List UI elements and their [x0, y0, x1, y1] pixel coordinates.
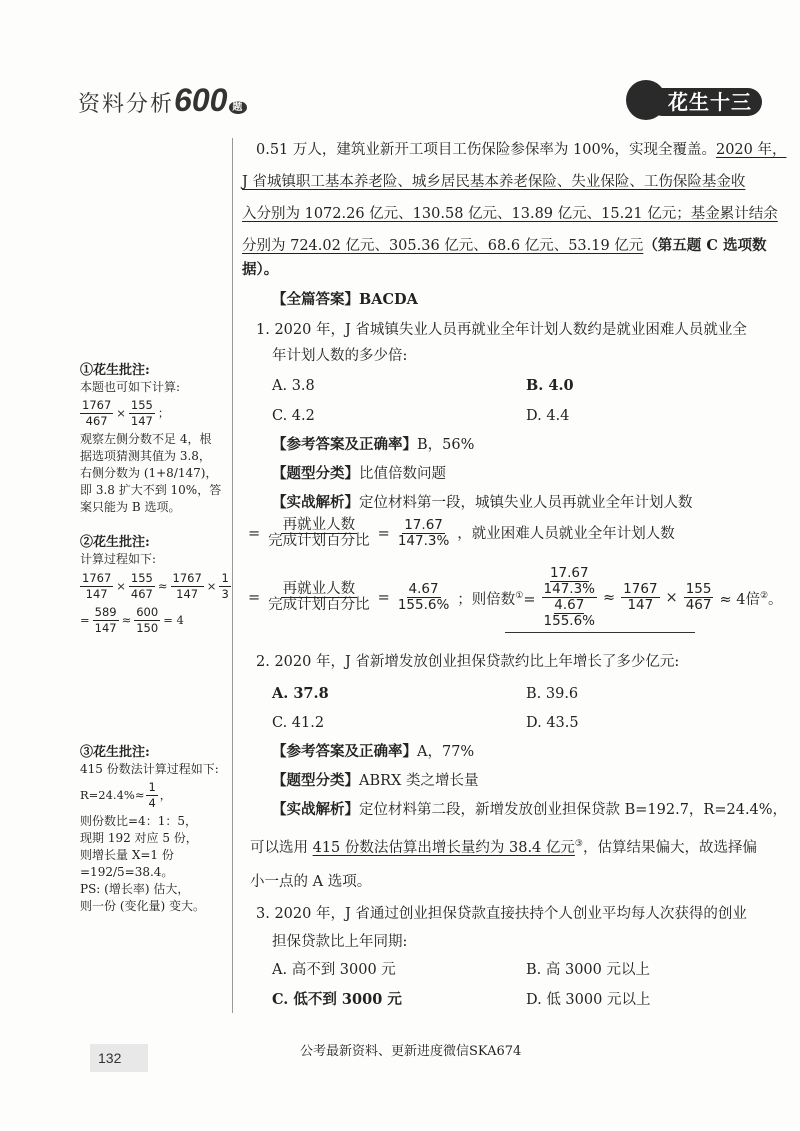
q3-option-a: A. 高不到 3000 元 [272, 962, 396, 978]
q1-type: 【题型分类】比值倍数问题 [272, 465, 446, 482]
q1-formula-line1: = 再就业人数 完成计划百分比 = $\frac{17.67}{147.3\%}$ ，就业困难人员就业全年计划人数 [248, 517, 675, 549]
paragraph-line: 0.51 万人，建筑业新开工项目工伤保险参保率为 100%，实现全覆盖。2020 年， [256, 142, 787, 158]
q1-answer: 【参考答案及正确率】B，56% [272, 436, 475, 453]
q3-option-d: D. 低 3000 元以上 [526, 992, 651, 1008]
fraction: $\frac{4.67}{155.6\%}$ [397, 581, 450, 613]
q2-option-b: B. 39.6 [526, 686, 579, 702]
q1-formula-line2: = 再就业人数 完成计划百分比 = $\frac{4.67}{155.6\%}$ ；则倍数①= 17.67 147.3% 4.67 155.6% ≈ $\frac{1767}{147}$ × $\frac{155}{467}$ ≈ 4倍②。 [248, 565, 783, 629]
q1-option-c: C. 4.2 [272, 408, 315, 424]
fraction: $\frac{1767}{147}$ [623, 581, 658, 613]
paragraph-line: J 省城镇职工基本养老险、城乡居民基本养老保险、失业保险、工伤保险基金收 [242, 174, 746, 190]
page-number: 132 [90, 1044, 148, 1072]
column-divider [232, 138, 233, 1013]
q1-analysis: 【实战解析】定位材料第一段，城镇失业人员再就业全年计划人数 [272, 494, 693, 511]
q2-option-a: A. 37.8 [272, 685, 329, 702]
q3-option-b: B. 高 3000 元以上 [526, 962, 650, 978]
logo: 花生十三 [626, 80, 762, 120]
fraction: 再就业人数 完成计划百分比 [268, 517, 370, 549]
book-title: 资料分析600 题 [78, 82, 247, 119]
q2-analysis-line2: 可以选用 415 份数法估算出增长量约为 38.4 亿元③，估算结果偏大，故选择偏 [250, 839, 757, 856]
paragraph-line: 据）。 [242, 261, 279, 278]
fraction: $\frac{155}{467}$ [685, 581, 712, 613]
underline-rule [505, 632, 695, 633]
q2-option-d: D. 43.5 [526, 715, 579, 731]
side-note-3: ③花生批注: 415 份数法计算过程如下: R=24.4%≈ $\frac{1}{4}$ ， 则份数比=4：1：5， 现期 192 对应 5 份， 则增长量 X=1 份 =192/5=38.4。 PS: (增长率) 估大， 则一份 (变化量) 变大。 [80, 745, 219, 913]
q2-stem: 2. 2020 年，J 省新增发放创业担保贷款约比上年增长了多少亿元: [256, 654, 680, 670]
q1-option-b: B. 4.0 [526, 377, 574, 394]
q2-option-c: C. 41.2 [272, 715, 325, 731]
fraction: 再就业人数 完成计划百分比 [268, 581, 370, 613]
q3-stem: 3. 2020 年，J 省通过创业担保贷款直接扶持个人创业平均每人次获得的创业 [256, 906, 747, 922]
q2-analysis-line3: 小一点的 A 选项。 [250, 874, 372, 890]
side-note-1: ①花生批注: 本题也可如下计算: $\frac{1767}{467}$ × $\frac{155}{147}$ ； 观察左侧分数不足 4，根 据选项猜测其值为 3.8， 右侧分数为 (1+8/147)， 即 3.8 扩大不到 10%，答 案只能为 B 选项。 [80, 363, 222, 514]
q2-analysis: 【实战解析】定位材料第二段，新增发放创业担保贷款 B=192.7，R=24.4%， [272, 801, 788, 818]
compound-fraction: 17.67 147.3% 4.67 155.6% [543, 565, 596, 629]
side-note-2: ②花生批注: 计算过程如下: $\frac{1767}{147}$ × $\frac{155}{467}$ ≈ $\frac{1767}{147}$ × $\frac{1}{3}$ = $\frac{589}{147}$ ≈ $\frac{600}{150}$ = 4 [80, 535, 229, 635]
fraction: $\frac{17.67}{147.3\%}$ [397, 517, 450, 549]
q3-stem: 担保贷款比上年同期: [272, 934, 408, 950]
footer-text: 公考最新资料、更新进度微信SKA674 [300, 1044, 522, 1059]
paragraph-line: 入分别为 1072.26 亿元、130.58 亿元、13.89 亿元、15.21 亿元；基金累计结余 [242, 206, 778, 222]
q3-option-c: C. 低不到 3000 元 [272, 991, 402, 1008]
q2-type: 【题型分类】ABRX 类之增长量 [272, 772, 479, 789]
q1-stem: 1. 2020 年，J 省城镇失业人员再就业全年计划人数约是就业困难人员就业全 [256, 322, 747, 338]
q1-option-a: A. 3.8 [272, 378, 315, 394]
q2-answer: 【参考答案及正确率】A，77% [272, 743, 475, 760]
all-answers: 【全篇答案】BACDA [272, 291, 418, 308]
paragraph-line: 分别为 724.02 亿元、305.36 亿元、68.6 亿元、53.19 亿元（第五题 C 选项数 [242, 237, 767, 254]
q1-stem: 年计划人数的多少倍: [272, 348, 408, 364]
q1-option-d: D. 4.4 [526, 408, 570, 424]
